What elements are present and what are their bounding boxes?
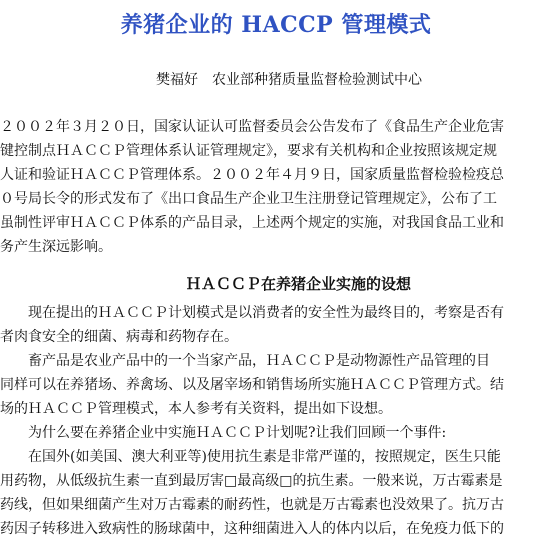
body-line: 畜产品是农业产品中的一个当家产品，ＨＡＣＣＰ是动物源性产品管理的目 (0, 353, 490, 369)
intro-line: ２００２年３月２０日，国家认证认可监督委员会公告发布了《食品生产企业危害 (0, 119, 504, 135)
body-line: 场的ＨＡＣＣＰ管理模式，本人参考有关资料，提出如下设想。 (0, 401, 392, 417)
body-line: 现在提出的ＨＡＣＣＰ计划模式是以消费者的安全性为最终目的，考察是否有 (0, 305, 504, 321)
body-line: 者肉食安全的细菌、病毒和药物存在。 (0, 329, 238, 345)
author-affiliation: 农业部种猪质量监督检验测试中心 (212, 72, 422, 88)
section-title: ＨＡＣＣＰ在养猪企业实施的设想 (186, 275, 412, 293)
body-line: 用药物，从低级抗生素一直到最厉害□最高级□的抗生素。一般来说，万古霉素是 (0, 473, 503, 489)
intro-line: 虽制性评审ＨＡＣＣＰ体系的产品目录，上述两个规定的实施，对我国食品工业和 (0, 215, 504, 231)
body-line: 药线，但如果细菌产生对万古霉素的耐药性，也就是万古霉素也没效果了。抗万古 (0, 497, 504, 513)
intro-line: 键控制点ＨＡＣＣＰ管理体系认证管理规定》，要求有关机构和企业按照该规定规 (0, 143, 497, 159)
author-line (156, 69, 422, 89)
author-name: 樊福好 (156, 72, 198, 88)
intro-line: ０号局长令的形式发布了《出口食品生产企业卫生注册登记管理规定》，公布了工 (0, 191, 497, 207)
body-line: 为什么要在养猪企业中实施ＨＡＣＣＰ计划呢?让我们回顾一个事件: (0, 425, 447, 441)
article-title: 养猪企业的 HACCP 管理模式 (120, 12, 432, 38)
body-line: 在国外(如美国、澳大利亚等)使用抗生素是非常严谨的，按照规定，医生只能 (0, 449, 501, 465)
intro-line: 务产生深远影响。 (0, 239, 112, 255)
body-line: 药因子转移进入致病性的肠球菌中，这种细菌进入人的体内以后，在免疫力低下的 (0, 521, 504, 537)
body-line: 同样可以在养猪场、养禽场、以及屠宰场和销售场所实施ＨＡＣＣＰ管理方式。结 (0, 377, 504, 393)
intro-line: 人证和验证ＨＡＣＣＰ管理体系。２００２年４月９日，国家质量监督检验检疫总 (0, 167, 504, 183)
